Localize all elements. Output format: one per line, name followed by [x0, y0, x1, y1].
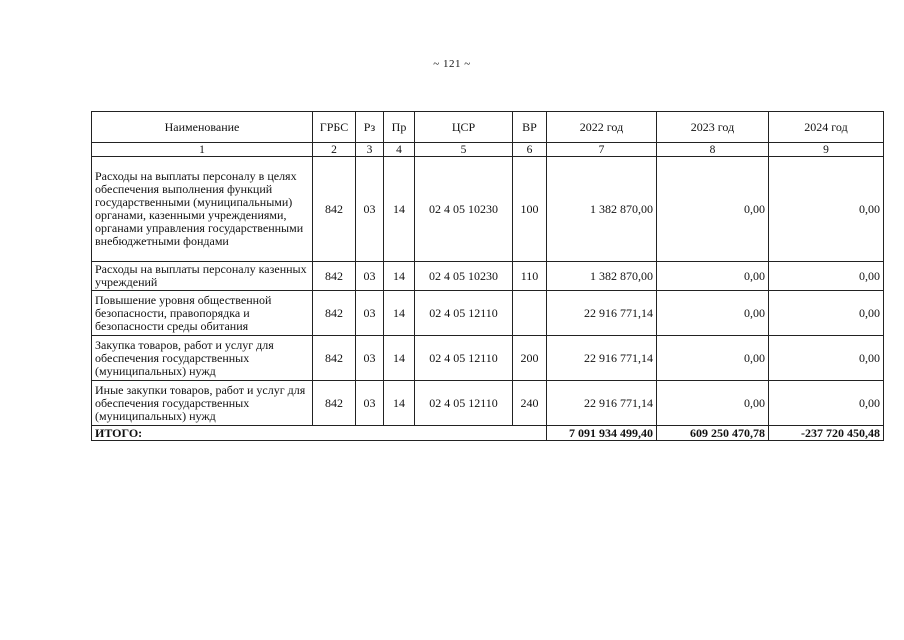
row-pr: 14	[384, 291, 415, 336]
table-row	[92, 291, 884, 336]
row-pr: 14	[384, 381, 415, 426]
header-cell-pr: Пр	[384, 112, 415, 143]
row-csr: 02 4 05 12110	[415, 291, 513, 336]
row-csr: 02 4 05 10230	[415, 157, 513, 262]
column-number: 9	[769, 143, 884, 157]
column-number: 7	[547, 143, 657, 157]
page-number: ~ 121 ~	[433, 58, 471, 70]
header-cell-vr: ВР	[513, 112, 547, 143]
header-cell-name: Наименование	[92, 112, 313, 143]
row-vr: 110	[513, 262, 547, 291]
row-name: Расходы на выплаты персоналу в целях обеспечения выполнения функций государственными (муниципальными) органами, казенными учреждениями, органами управления государственными внебюджетными фондами	[92, 157, 313, 262]
table-row	[92, 381, 884, 426]
row-grbs: 842	[313, 336, 356, 381]
row-2024: 0,00	[769, 157, 884, 262]
row-vr: 200	[513, 336, 547, 381]
row-rz: 03	[356, 157, 384, 262]
header-cell-2024: 2024 год	[769, 112, 884, 143]
header-cell-grbs: ГРБС	[313, 112, 356, 143]
row-2023: 0,00	[657, 291, 769, 336]
row-2022: 22 916 771,14	[547, 336, 657, 381]
row-2024: 0,00	[769, 381, 884, 426]
column-number: 4	[384, 143, 415, 157]
row-grbs: 842	[313, 381, 356, 426]
row-rz: 03	[356, 291, 384, 336]
row-2023: 0,00	[657, 157, 769, 262]
table-row	[92, 262, 884, 291]
row-2022: 22 916 771,14	[547, 291, 657, 336]
row-name: Закупка товаров, работ и услуг для обеспечения государственных (муниципальных) нужд	[92, 336, 313, 381]
total-label: ИТОГО:	[92, 426, 547, 441]
row-2024: 0,00	[769, 336, 884, 381]
row-name: Иные закупки товаров, работ и услуг для обеспечения государственных (муниципальных) нужд	[92, 381, 313, 426]
column-number: 2	[313, 143, 356, 157]
column-number: 3	[356, 143, 384, 157]
row-grbs: 842	[313, 262, 356, 291]
row-rz: 03	[356, 262, 384, 291]
total-2022: 7 091 934 499,40	[547, 426, 657, 441]
table-row	[92, 336, 884, 381]
row-vr	[513, 291, 547, 336]
row-2024: 0,00	[769, 291, 884, 336]
header-cell-rz: Рз	[356, 112, 384, 143]
row-pr: 14	[384, 262, 415, 291]
total-row	[92, 426, 884, 441]
header-row	[92, 112, 884, 143]
column-number: 1	[92, 143, 313, 157]
total-2023: 609 250 470,78	[657, 426, 769, 441]
row-rz: 03	[356, 381, 384, 426]
row-pr: 14	[384, 336, 415, 381]
header-cell-csr: ЦСР	[415, 112, 513, 143]
row-2022: 1 382 870,00	[547, 157, 657, 262]
row-rz: 03	[356, 336, 384, 381]
column-number: 8	[657, 143, 769, 157]
row-2022: 22 916 771,14	[547, 381, 657, 426]
row-2023: 0,00	[657, 381, 769, 426]
budget-table	[91, 111, 884, 441]
row-2024: 0,00	[769, 262, 884, 291]
total-2024: -237 720 450,48	[769, 426, 884, 441]
row-csr: 02 4 05 10230	[415, 262, 513, 291]
header-cell-2023: 2023 год	[657, 112, 769, 143]
row-2023: 0,00	[657, 262, 769, 291]
row-name: Повышение уровня общественной безопасности, правопорядка и безопасности среды обитания	[92, 291, 313, 336]
row-name: Расходы на выплаты персоналу казенных учреждений	[92, 262, 313, 291]
row-grbs: 842	[313, 157, 356, 262]
row-grbs: 842	[313, 291, 356, 336]
row-2022: 1 382 870,00	[547, 262, 657, 291]
column-number: 5	[415, 143, 513, 157]
table-row	[92, 157, 884, 262]
row-csr: 02 4 05 12110	[415, 336, 513, 381]
column-number-row	[92, 143, 884, 157]
row-pr: 14	[384, 157, 415, 262]
row-vr: 100	[513, 157, 547, 262]
header-cell-2022: 2022 год	[547, 112, 657, 143]
row-csr: 02 4 05 12110	[415, 381, 513, 426]
row-vr: 240	[513, 381, 547, 426]
row-2023: 0,00	[657, 336, 769, 381]
column-number: 6	[513, 143, 547, 157]
